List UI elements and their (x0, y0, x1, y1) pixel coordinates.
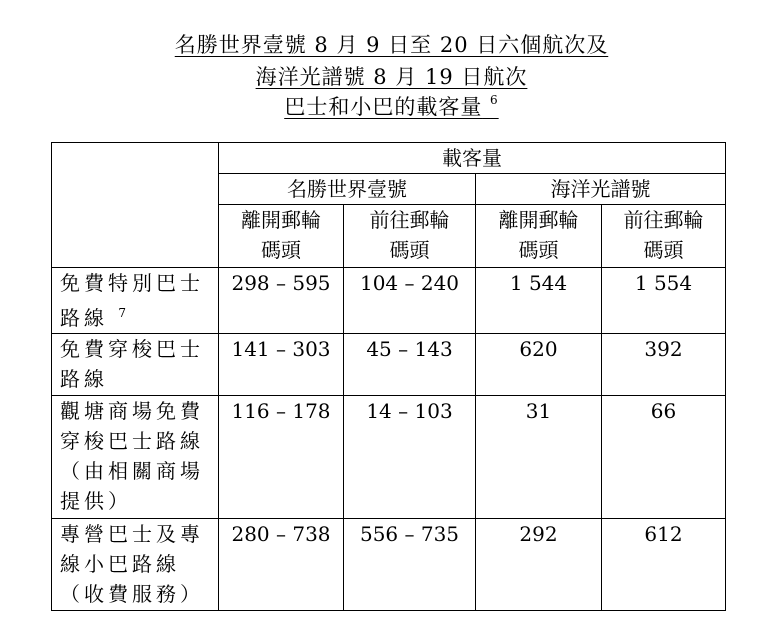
table-cell: 620 (476, 334, 602, 396)
table-row (52, 396, 726, 519)
row-label: 免費穿梭巴士路線 (52, 334, 219, 396)
row-label: 專營巴士及專線小巴路線（收費服務） (52, 519, 219, 611)
row-label: 免費特別巴士路線 $^7$ (52, 268, 219, 334)
table-cell: 1 544 (476, 268, 602, 334)
row-label: 觀塘商場免費穿梭巴士路線（由相關商場提供） (52, 396, 219, 519)
table-row (52, 334, 726, 396)
header-direction: 離開郵輪 碼頭 (219, 205, 344, 268)
header-direction: 離開郵輪 碼頭 (476, 205, 602, 268)
table-cell: 280 – 738 (219, 519, 344, 611)
header-capacity: 載客量 (219, 143, 726, 174)
header-direction: 前往郵輪 碼頭 (602, 205, 726, 268)
table-cell: 45 – 143 (344, 334, 476, 396)
corner-cell (52, 143, 219, 268)
title-line-3: 巴士和小巴的載客量 $^6$ (284, 93, 499, 119)
table-cell: 116 – 178 (219, 396, 344, 519)
footnote-marker: 6 (490, 93, 499, 107)
table-cell: 298 – 595 (219, 268, 344, 334)
table-cell: 1 554 (602, 268, 726, 334)
table-cell: 556 – 735 (344, 519, 476, 611)
table-cell: 392 (602, 334, 726, 396)
table-cell: 14 – 103 (344, 396, 476, 519)
table-cell: 292 (476, 519, 602, 611)
header-direction: 前往郵輪 碼頭 (344, 205, 476, 268)
table-cell: 141 – 303 (219, 334, 344, 396)
table-row (52, 268, 726, 334)
footnote-marker: 7 (118, 306, 126, 320)
title-line-2: 海洋光譜號 8 月 19 日航次 (255, 65, 528, 89)
title-line-1: 名勝世界壹號 8 月 9 日至 20 日六個航次及 (174, 33, 609, 57)
table-cell: 66 (602, 396, 726, 519)
table-cell: 612 (602, 519, 726, 611)
header-ship-1: 名勝世界壹號 (219, 174, 476, 205)
header-ship-2: 海洋光譜號 (476, 174, 726, 205)
table-cell: 104 – 240 (344, 268, 476, 334)
capacity-table (51, 142, 726, 611)
table-row (52, 519, 726, 611)
table-cell: 31 (476, 396, 602, 519)
